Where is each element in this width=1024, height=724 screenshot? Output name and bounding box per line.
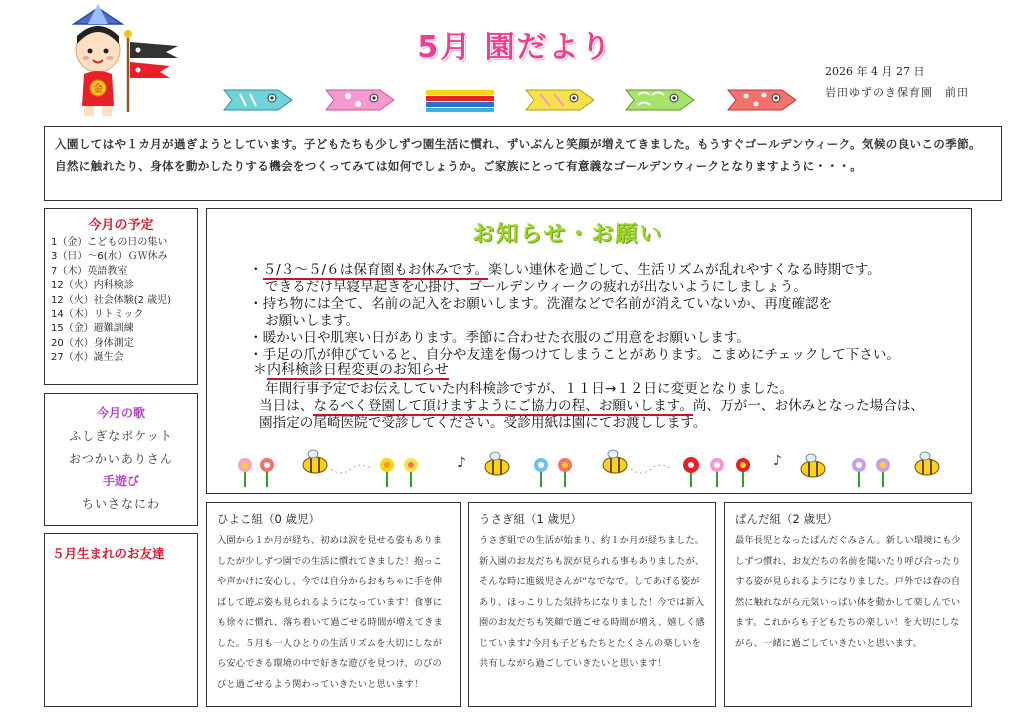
class-report-hiyoko <box>206 502 461 707</box>
monthly-song-box <box>44 393 198 526</box>
bee-icon <box>801 454 825 477</box>
checkup-change-heading: 内科検診日程変更のお知らせ <box>267 362 449 378</box>
class-title: ぱんだ組（2 歳児） <box>735 512 838 526</box>
flower-bee-border <box>227 447 951 489</box>
flower-icon <box>534 458 548 487</box>
bee-icon <box>915 452 939 475</box>
notice-line: ・５/３～５/６は保育園もお休みです。楽しい連休を過ごして、生活リズムが乱れやすくなる時期です。 <box>249 262 881 278</box>
notice-line: できるだけ早寝早起きを心掛け、ゴールデンウィークの疲れが出ないようにしましょう。 <box>265 279 807 295</box>
notice-line: ＊内科検診日程変更のお知らせ <box>253 362 449 378</box>
schedule-item: 1（金）こどもの日の集い <box>51 237 168 248</box>
bee-icon <box>303 450 327 473</box>
birthday-box <box>44 533 198 707</box>
flower-icon <box>238 458 252 487</box>
class-report-usagi <box>468 502 716 707</box>
bee-icon <box>485 452 509 475</box>
flower-icon <box>558 458 572 487</box>
class-body: 入園から１か月が経ち、初めは涙を見せる姿もありましたが少しずつ園での生活に慣れてきました！抱っこや声かけに安心し、今では自分からおもちゃに手を伸ばして遊ぶ姿も見られるようになっています！食事にも徐々に慣れ、落ち着いて過ごせる時間が増えてきました。５月も一人ひとりの生活リズムを大切にしながら安心できる環境の中で好きな遊びを見つけ、のびのびと過ごせるよう関わっていきたいと思います！ <box>217 535 443 690</box>
finger-play-heading: 手遊び <box>102 474 139 488</box>
carp-streamer-icon <box>524 86 596 114</box>
attendance-request: なるべく登園して頂けますようにご協力の程、お願いします。 <box>313 398 693 414</box>
flower-icon <box>260 458 274 487</box>
monthly-schedule <box>44 208 198 385</box>
schedule-title: 今月の予定 <box>88 218 154 233</box>
schedule-item: 3（日）～6(水）ＧＷ休み <box>51 251 168 263</box>
flower-icon <box>852 458 866 487</box>
carp-streamer-icon <box>726 86 798 114</box>
schedule-item: 14（木）リトミック <box>51 309 144 321</box>
finger-play-title: ちいさなにわ <box>81 497 160 511</box>
notice-box <box>206 208 972 494</box>
notice-line: 園指定の尾崎医院で受診してください。受診用紙は園にてお渡しします。 <box>259 415 707 431</box>
intro-message: 入園してはや１カ月が過ぎようとしています。子どもたちも少しずつ園生活に慣れ、ずいぶんと笑顔が増えてきました。もうすぐゴールデンウィーク。気候の良いこの季節。自然に触れたり、身体を動かしたりする機会をつくってみては如何でしょうか。ご家族にとって有意義なゴールデンウィークとなりますように・・・。 <box>44 126 1002 201</box>
song-heading: 今月の歌 <box>96 406 145 420</box>
issue-date: 2026 年 4 月 27 日 <box>825 65 925 78</box>
birthday-title: ５月生まれのお友達 <box>52 546 165 561</box>
class-title: ひよこ組（0 歳児） <box>217 512 320 526</box>
song-title: おつかいありさん <box>69 452 173 466</box>
svg-text:金: 金 <box>93 84 103 95</box>
class-title: うさぎ組（1 歳児） <box>479 512 582 526</box>
notice-line: 当日は、なるべく登園して頂けますようにご協力の程、お願いします。尚、万が一、お休みとなった場合は、 <box>259 398 925 414</box>
school-name: 岩田ゆずのき保育園 前田 <box>825 86 969 99</box>
page-title: 5月 園だより <box>417 30 613 65</box>
music-note-icon: ♪ <box>457 455 466 471</box>
schedule-item: 12（火）社会体験(2 歳児) <box>51 294 172 306</box>
flower-icon <box>710 458 724 487</box>
notice-line: お願いします。 <box>265 313 360 329</box>
notice-line: ・手足の爪が伸びていると、自分や友達を傷つけてしまうことがあります。こまめにチェックして下さい。 <box>249 347 901 363</box>
notice-line: ・持ち物には全て、名前の記入をお願いします。洗濯などで名前が消えていないか、再度確認を <box>249 296 833 312</box>
schedule-item: 15（金）避難訓練 <box>51 323 134 335</box>
boy-warrior-icon <box>66 2 198 120</box>
bee-icon <box>603 450 627 473</box>
class-body: 最年長児となったぱんだぐみさん。新しい環境にも少しずつ慣れ、お友だちの名前を聞いたり呼び合ったりする姿が見られるようになりました。戸外では春の自然に触れながら元気いっぱい体を動かして楽しんでいます。これからも子どもたちの楽しい！を大切にしながら、一緒に過ごしていきたいと思います。 <box>735 535 961 649</box>
carp-streamer-icon <box>222 86 294 114</box>
flower-icon <box>683 457 699 487</box>
schedule-item: 7（木）英語教室 <box>51 265 128 277</box>
class-report-panda <box>724 502 972 707</box>
notice-line: ・暖かい日や肌寒い日があります。季節に合わせた衣服のご用意をお願いします。 <box>249 330 750 346</box>
carp-streamer-icon <box>324 86 396 114</box>
carp-streamer-icon <box>624 86 696 114</box>
holiday-notice: ５/３～５/６は保育園もお休みです。 <box>262 262 489 278</box>
schedule-item: 12（火）内科検診 <box>51 280 134 292</box>
notice-title: お知らせ・お願い <box>472 222 664 247</box>
class-body: うさぎ組での生活が始まり、約１か月が経ちました。新入園のお友だちも涙が見られる事もありましたが、そんな時に進級児さんが“なでなで。してあげる姿があり、ほっこりした気持ちになりました！今では新入園のお友だちも笑顔で過ごせる時間が増え、嬉しく感じています♪今月も子どもたちとたくさんの楽しいを共有しながら過ごしていきたいと思います！ <box>479 535 705 669</box>
flower-icon <box>404 458 418 487</box>
schedule-item: 27（水）誕生会 <box>51 352 124 364</box>
flower-icon <box>736 458 750 487</box>
notice-line: 年間行事予定でお伝えしていた内科検診ですが、１１日→１２日に変更となりました。 <box>265 381 793 397</box>
song-title: ふしぎなポケット <box>69 429 173 443</box>
carp-streamer-icon <box>424 86 496 114</box>
flower-icon <box>380 458 394 487</box>
flower-icon <box>876 458 890 487</box>
schedule-item: 20（水）身体測定 <box>51 337 134 349</box>
music-note-icon: ♪ <box>773 453 782 469</box>
